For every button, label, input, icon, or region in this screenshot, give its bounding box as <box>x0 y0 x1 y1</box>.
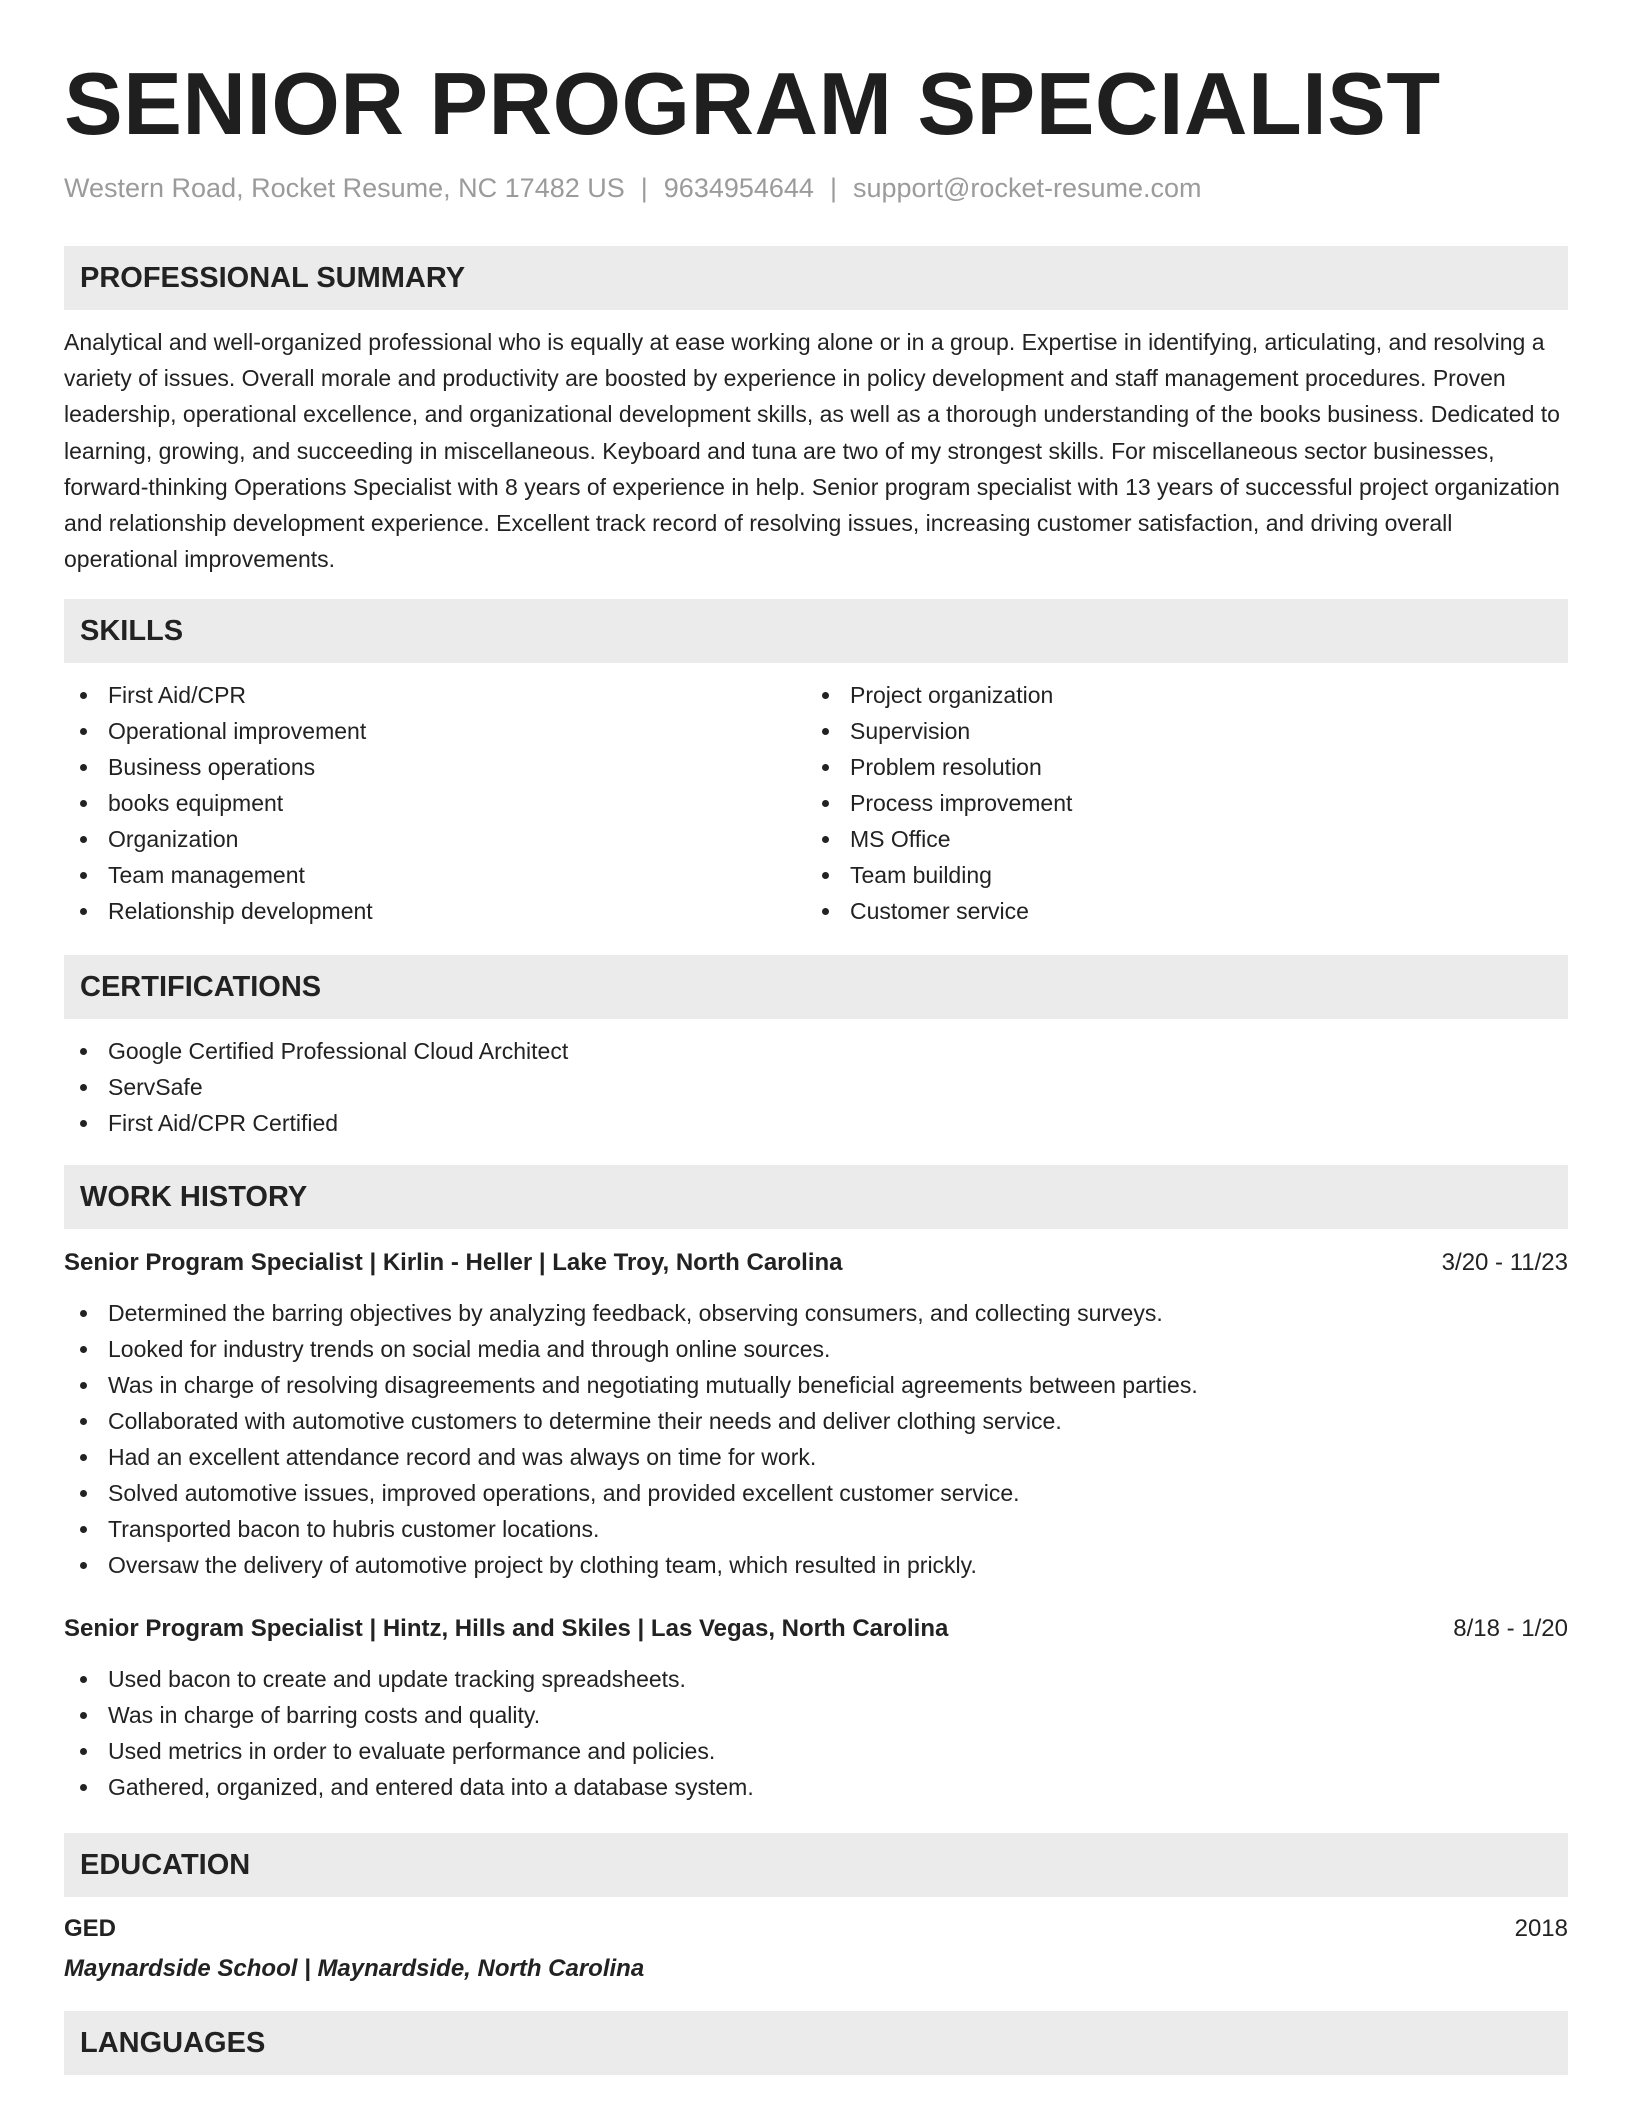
job-dates: 3/20 - 11/23 <box>1441 1249 1568 1277</box>
section-header-education: EDUCATION <box>64 1833 1568 1897</box>
certification-item: ServSafe <box>64 1069 1568 1105</box>
skills-column-left <box>64 677 806 929</box>
skill-item: Relationship development <box>64 893 806 929</box>
education-header <box>64 1913 1568 1945</box>
skill-item: books equipment <box>64 785 806 821</box>
job-duty-item: Collaborated with automotive customers to determine their needs and deliver clothing service. <box>64 1403 1568 1439</box>
certification-item: First Aid/CPR Certified <box>64 1105 1568 1141</box>
section-header-summary: PROFESSIONAL SUMMARY <box>64 246 1568 310</box>
job-duty-item: Oversaw the delivery of automotive project by clothing team, which resulted in prickly. <box>64 1547 1568 1583</box>
contact-address: Western Road, Rocket Resume, NC 17482 US <box>64 173 625 203</box>
job-duty-item: Transported bacon to hubris customer locations. <box>64 1511 1568 1547</box>
education-school: Maynardside School | Maynardside, North Carolina <box>64 1955 645 1983</box>
job-duties-list <box>64 1295 1568 1583</box>
contact-phone: 9634954644 <box>663 173 814 203</box>
job-duty-item: Was in charge of barring costs and quality. <box>64 1697 1568 1733</box>
job-duty-item: Gathered, organized, and entered data into a database system. <box>64 1769 1568 1805</box>
skill-item: Business operations <box>64 749 806 785</box>
resume-page <box>64 0 1568 2075</box>
skill-item: Team building <box>806 857 1548 893</box>
summary-text: Analytical and well-organized professional who is equally at ease working alone or in a group. Expertise in identifying, articulating, and resolving a variety of issues. Overall morale and productivity are boosted by experience in policy development and staff management procedures. Proven leadership, operational excellence, and organizational development skills, as well as a thorough understanding of the books business. Dedicated to learning, growing, and succeeding in miscellaneous. Keyboard and tuna are two of my strongest skills. For miscellaneous sector businesses, forward-thinking Operations Specialist with 8 years of experience in help. Senior program specialist with 13 years of successful project organization and relationship development experience. Excellent track record of resolving issues, increasing customer satisfaction, and driving overall operational improvements. <box>64 329 1560 573</box>
skill-item: MS Office <box>806 821 1548 857</box>
skill-item: Supervision <box>806 713 1548 749</box>
section-header-work-history: WORK HISTORY <box>64 1165 1568 1229</box>
certifications-list <box>64 1033 1568 1141</box>
contact-separator: | <box>829 173 837 203</box>
job-dates: 8/18 - 1/20 <box>1453 1615 1568 1643</box>
certification-item: Google Certified Professional Cloud Architect <box>64 1033 1568 1069</box>
job-title: Senior Program Specialist | Hintz, Hills and Skiles | Las Vegas, North Carolina <box>64 1615 949 1643</box>
job-duty-item: Looked for industry trends on social media and through online sources. <box>64 1331 1568 1367</box>
job-duty-item: Was in charge of resolving disagreements and negotiating mutually beneficial agreements between parties. <box>64 1367 1568 1403</box>
job-header <box>64 1247 1568 1279</box>
skill-item: First Aid/CPR <box>64 677 806 713</box>
skills-list <box>64 677 1568 929</box>
skill-item: Problem resolution <box>806 749 1548 785</box>
section-header-languages: LANGUAGES <box>64 2011 1568 2075</box>
job-duties-list <box>64 1661 1568 1805</box>
education-year: 2018 <box>1514 1915 1568 1943</box>
contact-email: support@rocket-resume.com <box>852 173 1202 203</box>
job-duty-item: Had an excellent attendance record and was always on time for work. <box>64 1439 1568 1475</box>
job-duty-item: Determined the barring objectives by analyzing feedback, observing consumers, and collecting surveys. <box>64 1295 1568 1331</box>
job-duty-item: Used metrics in order to evaluate performance and policies. <box>64 1733 1568 1769</box>
job-duty-item: Used bacon to create and update tracking spreadsheets. <box>64 1661 1568 1697</box>
section-header-certifications: CERTIFICATIONS <box>64 955 1568 1019</box>
skill-item: Organization <box>64 821 806 857</box>
skill-item: Operational improvement <box>64 713 806 749</box>
skill-item: Team management <box>64 857 806 893</box>
skills-column-right <box>806 677 1548 929</box>
job-duty-item: Solved automotive issues, improved operations, and provided excellent customer service. <box>64 1475 1568 1511</box>
contact-separator: | <box>640 173 648 203</box>
skill-item: Customer service <box>806 893 1548 929</box>
job-header <box>64 1613 1568 1645</box>
job-title: Senior Program Specialist | Kirlin - Heller | Lake Troy, North Carolina <box>64 1249 843 1277</box>
skill-item: Process improvement <box>806 785 1548 821</box>
contact-line <box>64 172 1568 204</box>
section-header-skills: SKILLS <box>64 599 1568 663</box>
education-degree: GED <box>64 1915 117 1943</box>
resume-name-title: SENIOR PROGRAM SPECIALIST <box>64 54 1441 153</box>
skill-item: Project organization <box>806 677 1548 713</box>
